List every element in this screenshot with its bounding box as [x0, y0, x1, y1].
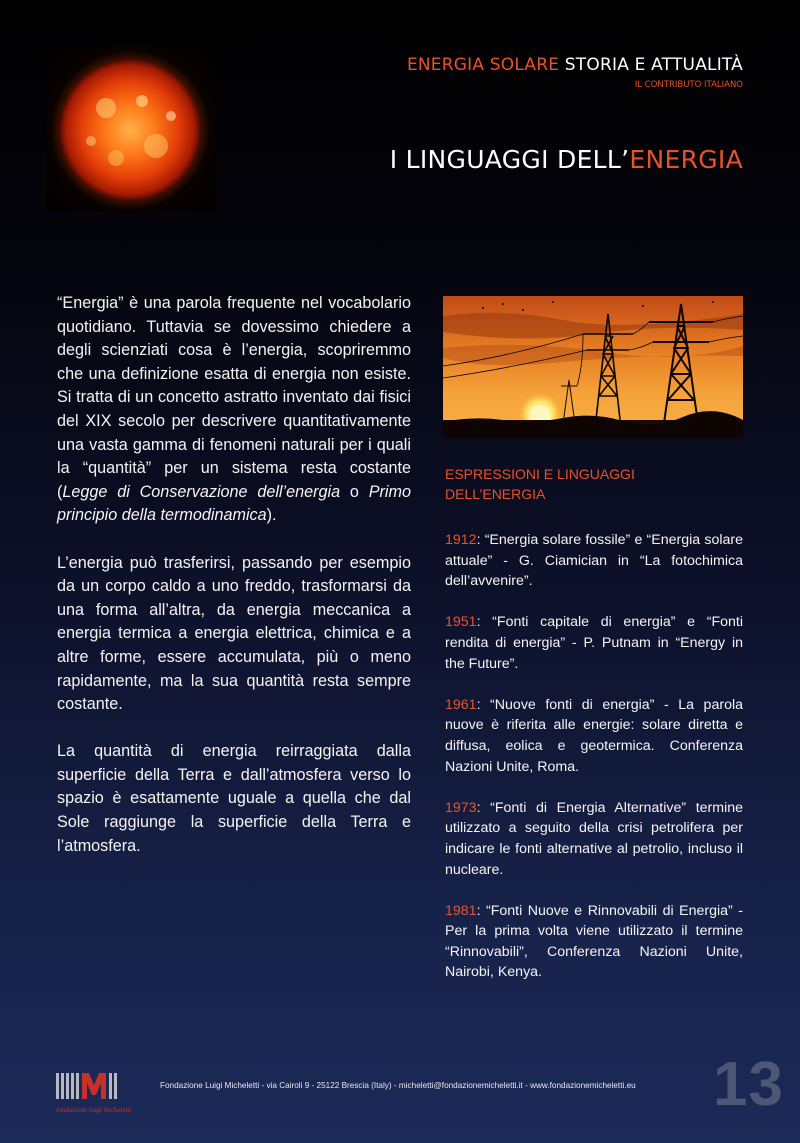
paragraph-2: L’energia può trasferirsi, passando per esempio da un corpo caldo a uno freddo, trasformarsi da una forma all’altra, da energia meccanica a energia termica a energia elettrica, chimica e a altre forme, essere accumulata, più o meno rapidamente, ma la sua quantità resta sempre costante. [57, 553, 411, 714]
body-text [57, 292, 411, 858]
timeline-entry [445, 695, 743, 777]
paragraph-1 [57, 292, 411, 528]
sidebar-heading-line-1: ESPRESSIONI E LINGUAGGI [445, 466, 635, 482]
timeline-text: : “Nuove fonti di energia” - La parola nuove è riferita alle energie: solare diretta e diffusa, eolica e geotermica. Conferenza Nazioni Unite, Roma. [445, 696, 743, 775]
paragraph-1-text-a: “Energia” è una parola frequente nel vocabolario quotidiano. Tuttavia se dovessimo chiedere a degli scienziati cosa è l’energia, scopriremmo che una definizione esatta di energia non esiste. Si tratta di un concetto astratto inventato dai fisici del XIX secolo per descrivere quantitativamente una vasta gamma di fenomeni naturali per i quali la “quantità” per un sistema resta costante ( [57, 294, 411, 501]
timeline-text: : “Fonti di Energia Alternative” termine utilizzato a seguito della crisi petrolifera per indicare le fonti alternative al petrolio, incluso il nucleare. [445, 799, 743, 878]
footer-address: Fondazione Luigi Micheletti - via Cairoli 9 - 25122 Brescia (Italy) - micheletti@fondazionemicheletti.it - www.fondazionemicheletti.eu [160, 1081, 636, 1090]
timeline-year: 1973 [445, 799, 477, 816]
sidebar-heading-line-2: DELL’ENERGIA [445, 486, 546, 502]
series-title [407, 55, 743, 75]
logo-text: fondazione luigi micheletti [56, 1106, 132, 1114]
page-title [390, 145, 743, 174]
timeline-entry [445, 798, 743, 880]
timeline-entry [445, 530, 743, 592]
timeline-text: : “Fonti Nuove e Rinnovabili di Energia” - Per la prima volta viene utilizzato il termine “Rinnovabili”, Conferenza Nazioni Unite, Nairobi, Kenya. [445, 902, 743, 981]
timeline [445, 530, 743, 1004]
paragraph-3: La quantità di energia reirraggiata dalla superficie della Terra e dall’atmosfera verso lo spazio è esattamente uguale a quella che dal Sole raggiunge la superficie della Terra e l’atmosfera. [57, 742, 411, 855]
page-number: 13 [713, 1050, 784, 1119]
timeline-year: 1912 [445, 532, 477, 548]
power-lines-sunset-photo [443, 296, 743, 438]
timeline-entry [445, 901, 743, 983]
timeline-year: 1961 [445, 696, 477, 713]
foundation-logo [56, 1069, 132, 1119]
timeline-entry [445, 612, 743, 674]
timeline-year: 1951 [445, 614, 477, 631]
paragraph-1-text-c: ). [266, 506, 277, 525]
paragraph-1-italic-2: Primo principio della termodinamica [57, 482, 411, 525]
timeline-year: 1981 [445, 902, 477, 919]
sun-photo [46, 46, 216, 212]
paragraph-1-italic-1: Legge di Conservazione dell’energia [62, 482, 341, 501]
sidebar-heading [445, 464, 745, 504]
timeline-text: : “Energia solare fossile” e “Energia solare attuale” - G. Ciamician in “La fotochimica dell’avvenire”. [445, 532, 743, 590]
page-title-accent: ENERGIA [629, 145, 743, 174]
series-title-accent: ENERGIA SOLARE [406, 55, 560, 75]
series-title-rest: STORIA E ATTUALITÀ [559, 55, 743, 75]
page-title-white: I LINGUAGGI DELL’ [389, 145, 630, 174]
series-subtitle: IL CONTRIBUTO ITALIANO [634, 80, 743, 90]
paragraph-1-text-b: o [340, 482, 369, 501]
timeline-text: : “Fonti capitale di energia” e “Fonti rendita di energia” - P. Putnam in “Energy in the Future”. [445, 614, 743, 672]
